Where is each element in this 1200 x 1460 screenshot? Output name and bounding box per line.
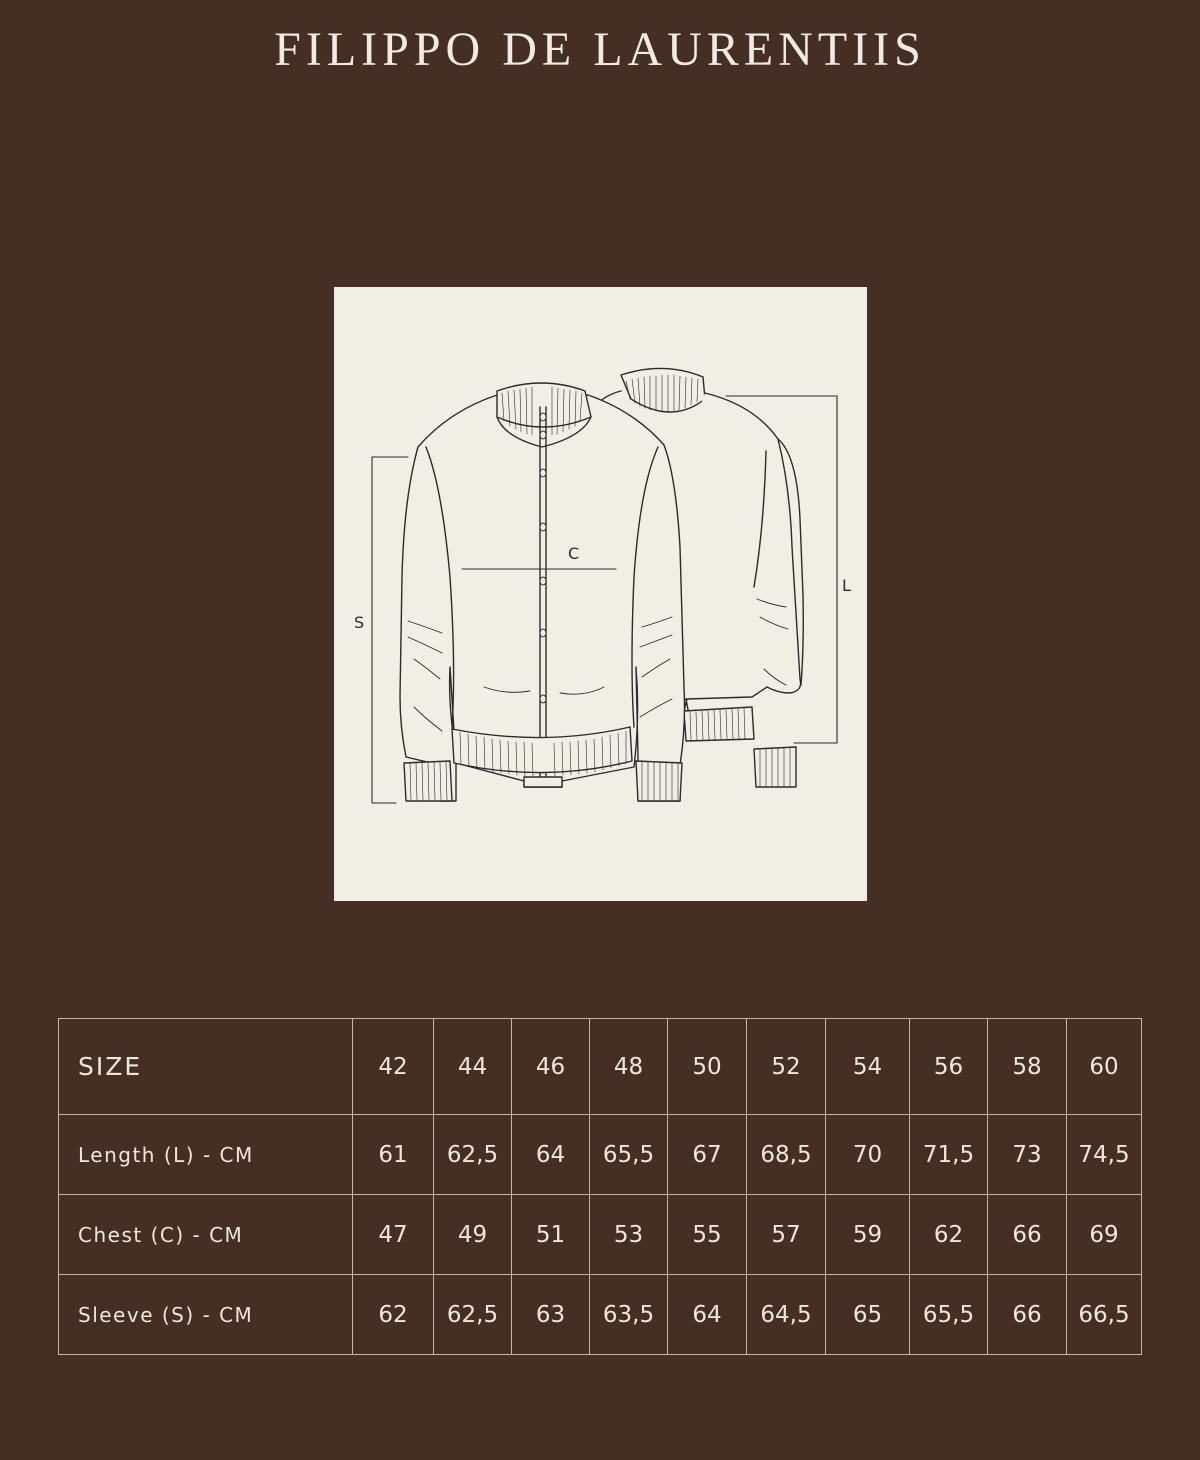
jacket-illustration xyxy=(334,287,867,901)
table-cell: 62,5 xyxy=(434,1275,512,1355)
size-cell: 48 xyxy=(590,1019,668,1115)
table-cell: 69 xyxy=(1067,1195,1142,1275)
size-header-label: SIZE xyxy=(59,1019,353,1115)
table-cell: 61 xyxy=(353,1115,434,1195)
table-cell: 53 xyxy=(590,1195,668,1275)
size-cell: 44 xyxy=(434,1019,512,1115)
jacket-front-view xyxy=(400,383,685,801)
table-cell: 65,5 xyxy=(590,1115,668,1195)
table-cell: 66,5 xyxy=(1067,1275,1142,1355)
table-cell: 63 xyxy=(512,1275,590,1355)
size-cell: 52 xyxy=(747,1019,826,1115)
size-cell: 50 xyxy=(668,1019,747,1115)
table-cell: 68,5 xyxy=(747,1115,826,1195)
table-cell: 64 xyxy=(668,1275,747,1355)
table-cell: 64 xyxy=(512,1115,590,1195)
table-cell: 55 xyxy=(668,1195,747,1275)
size-cell: 58 xyxy=(988,1019,1067,1115)
chest-label: C xyxy=(568,544,580,563)
row-label: Length (L) - CM xyxy=(59,1115,353,1195)
table-cell: 74,5 xyxy=(1067,1115,1142,1195)
table-cell: 51 xyxy=(512,1195,590,1275)
brand-title: FILIPPO DE LAURENTIIS xyxy=(274,23,926,76)
table-cell: 73 xyxy=(988,1115,1067,1195)
size-cell: 42 xyxy=(353,1019,434,1115)
table-cell: 57 xyxy=(747,1195,826,1275)
table-cell: 62 xyxy=(353,1275,434,1355)
table-cell: 49 xyxy=(434,1195,512,1275)
size-cell: 46 xyxy=(512,1019,590,1115)
table-cell: 70 xyxy=(826,1115,910,1195)
table-cell: 67 xyxy=(668,1115,747,1195)
size-cell: 54 xyxy=(826,1019,910,1115)
table-cell: 64,5 xyxy=(747,1275,826,1355)
row-label: Sleeve (S) - CM xyxy=(59,1275,353,1355)
table-row-length xyxy=(59,1115,1142,1195)
table-cell: 63,5 xyxy=(590,1275,668,1355)
size-chart-table xyxy=(58,1018,1142,1355)
table-cell: 62 xyxy=(910,1195,988,1275)
table-cell: 62,5 xyxy=(434,1115,512,1195)
table-cell: 66 xyxy=(988,1275,1067,1355)
garment-diagram xyxy=(334,287,867,901)
table-cell: 59 xyxy=(826,1195,910,1275)
table-cell: 65 xyxy=(826,1275,910,1355)
size-cell: 60 xyxy=(1067,1019,1142,1115)
table-header-row xyxy=(59,1019,1142,1115)
table-row-chest xyxy=(59,1195,1142,1275)
sleeve-label: S xyxy=(354,613,365,632)
size-cell: 56 xyxy=(910,1019,988,1115)
table-row-sleeve xyxy=(59,1275,1142,1355)
table-cell: 47 xyxy=(353,1195,434,1275)
table-cell: 65,5 xyxy=(910,1275,988,1355)
table-cell: 71,5 xyxy=(910,1115,988,1195)
table-cell: 66 xyxy=(988,1195,1067,1275)
row-label: Chest (C) - CM xyxy=(59,1195,353,1275)
length-label: L xyxy=(842,576,851,595)
